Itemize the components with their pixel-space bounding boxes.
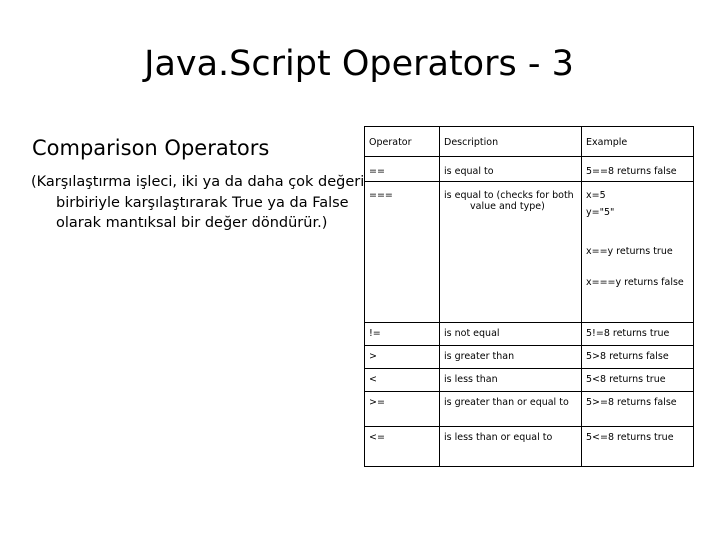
table-row — [365, 346, 694, 369]
header-operator: Operator — [365, 127, 440, 157]
example-cell: 5!=8 returns true — [582, 323, 694, 346]
example-line: x===y returns false — [586, 277, 684, 288]
header-description: Description — [440, 127, 582, 157]
description-cell — [440, 392, 582, 427]
table-row — [365, 427, 694, 467]
example-cell: 5>=8 returns false — [582, 392, 694, 427]
example-line: y="5" — [586, 207, 615, 218]
table-row — [365, 157, 694, 182]
operator-cell: === — [365, 182, 440, 323]
operator-cell: == — [365, 157, 440, 182]
operator-cell: < — [365, 369, 440, 392]
table-row — [365, 369, 694, 392]
description-cell: is not equal — [440, 323, 582, 346]
example-line: x=5 — [586, 190, 606, 201]
operator-cell: <= — [365, 427, 440, 467]
example-cell: 5>8 returns false — [582, 346, 694, 369]
description-cell: is less than — [440, 369, 582, 392]
example-line: x==y returns true — [586, 246, 673, 257]
section-heading: Comparison Operators — [32, 136, 270, 160]
description-cell: is equal to — [440, 157, 582, 182]
header-example: Example — [582, 127, 694, 157]
description-cell — [440, 182, 582, 323]
example-cell: 5<=8 returns true — [582, 427, 694, 467]
slide-title: Java.Script Operators - 3 — [144, 44, 574, 84]
table-row — [365, 323, 694, 346]
operator-cell: > — [365, 346, 440, 369]
operator-cell: >= — [365, 392, 440, 427]
operators-table — [364, 126, 694, 467]
operator-cell: != — [365, 323, 440, 346]
description-cell: is less than or equal to — [440, 427, 582, 467]
example-cell — [582, 182, 694, 323]
table-row — [365, 182, 694, 323]
description-cell: is greater than — [440, 346, 582, 369]
example-cell: 5==8 returns false — [582, 157, 694, 182]
description-text: is equal to (checks for both value and type) — [444, 190, 574, 212]
description-text: is greater than or equal to — [444, 397, 569, 408]
example-cell: 5<8 returns true — [582, 369, 694, 392]
table-header-row — [365, 127, 694, 157]
table-row — [365, 392, 694, 427]
description-paragraph: (Karşılaştırma işleci, iki ya da daha çok değeri birbiriyle karşılaştırarak True ya da False olarak mantıksal bir değer döndürür.) — [31, 174, 365, 231]
